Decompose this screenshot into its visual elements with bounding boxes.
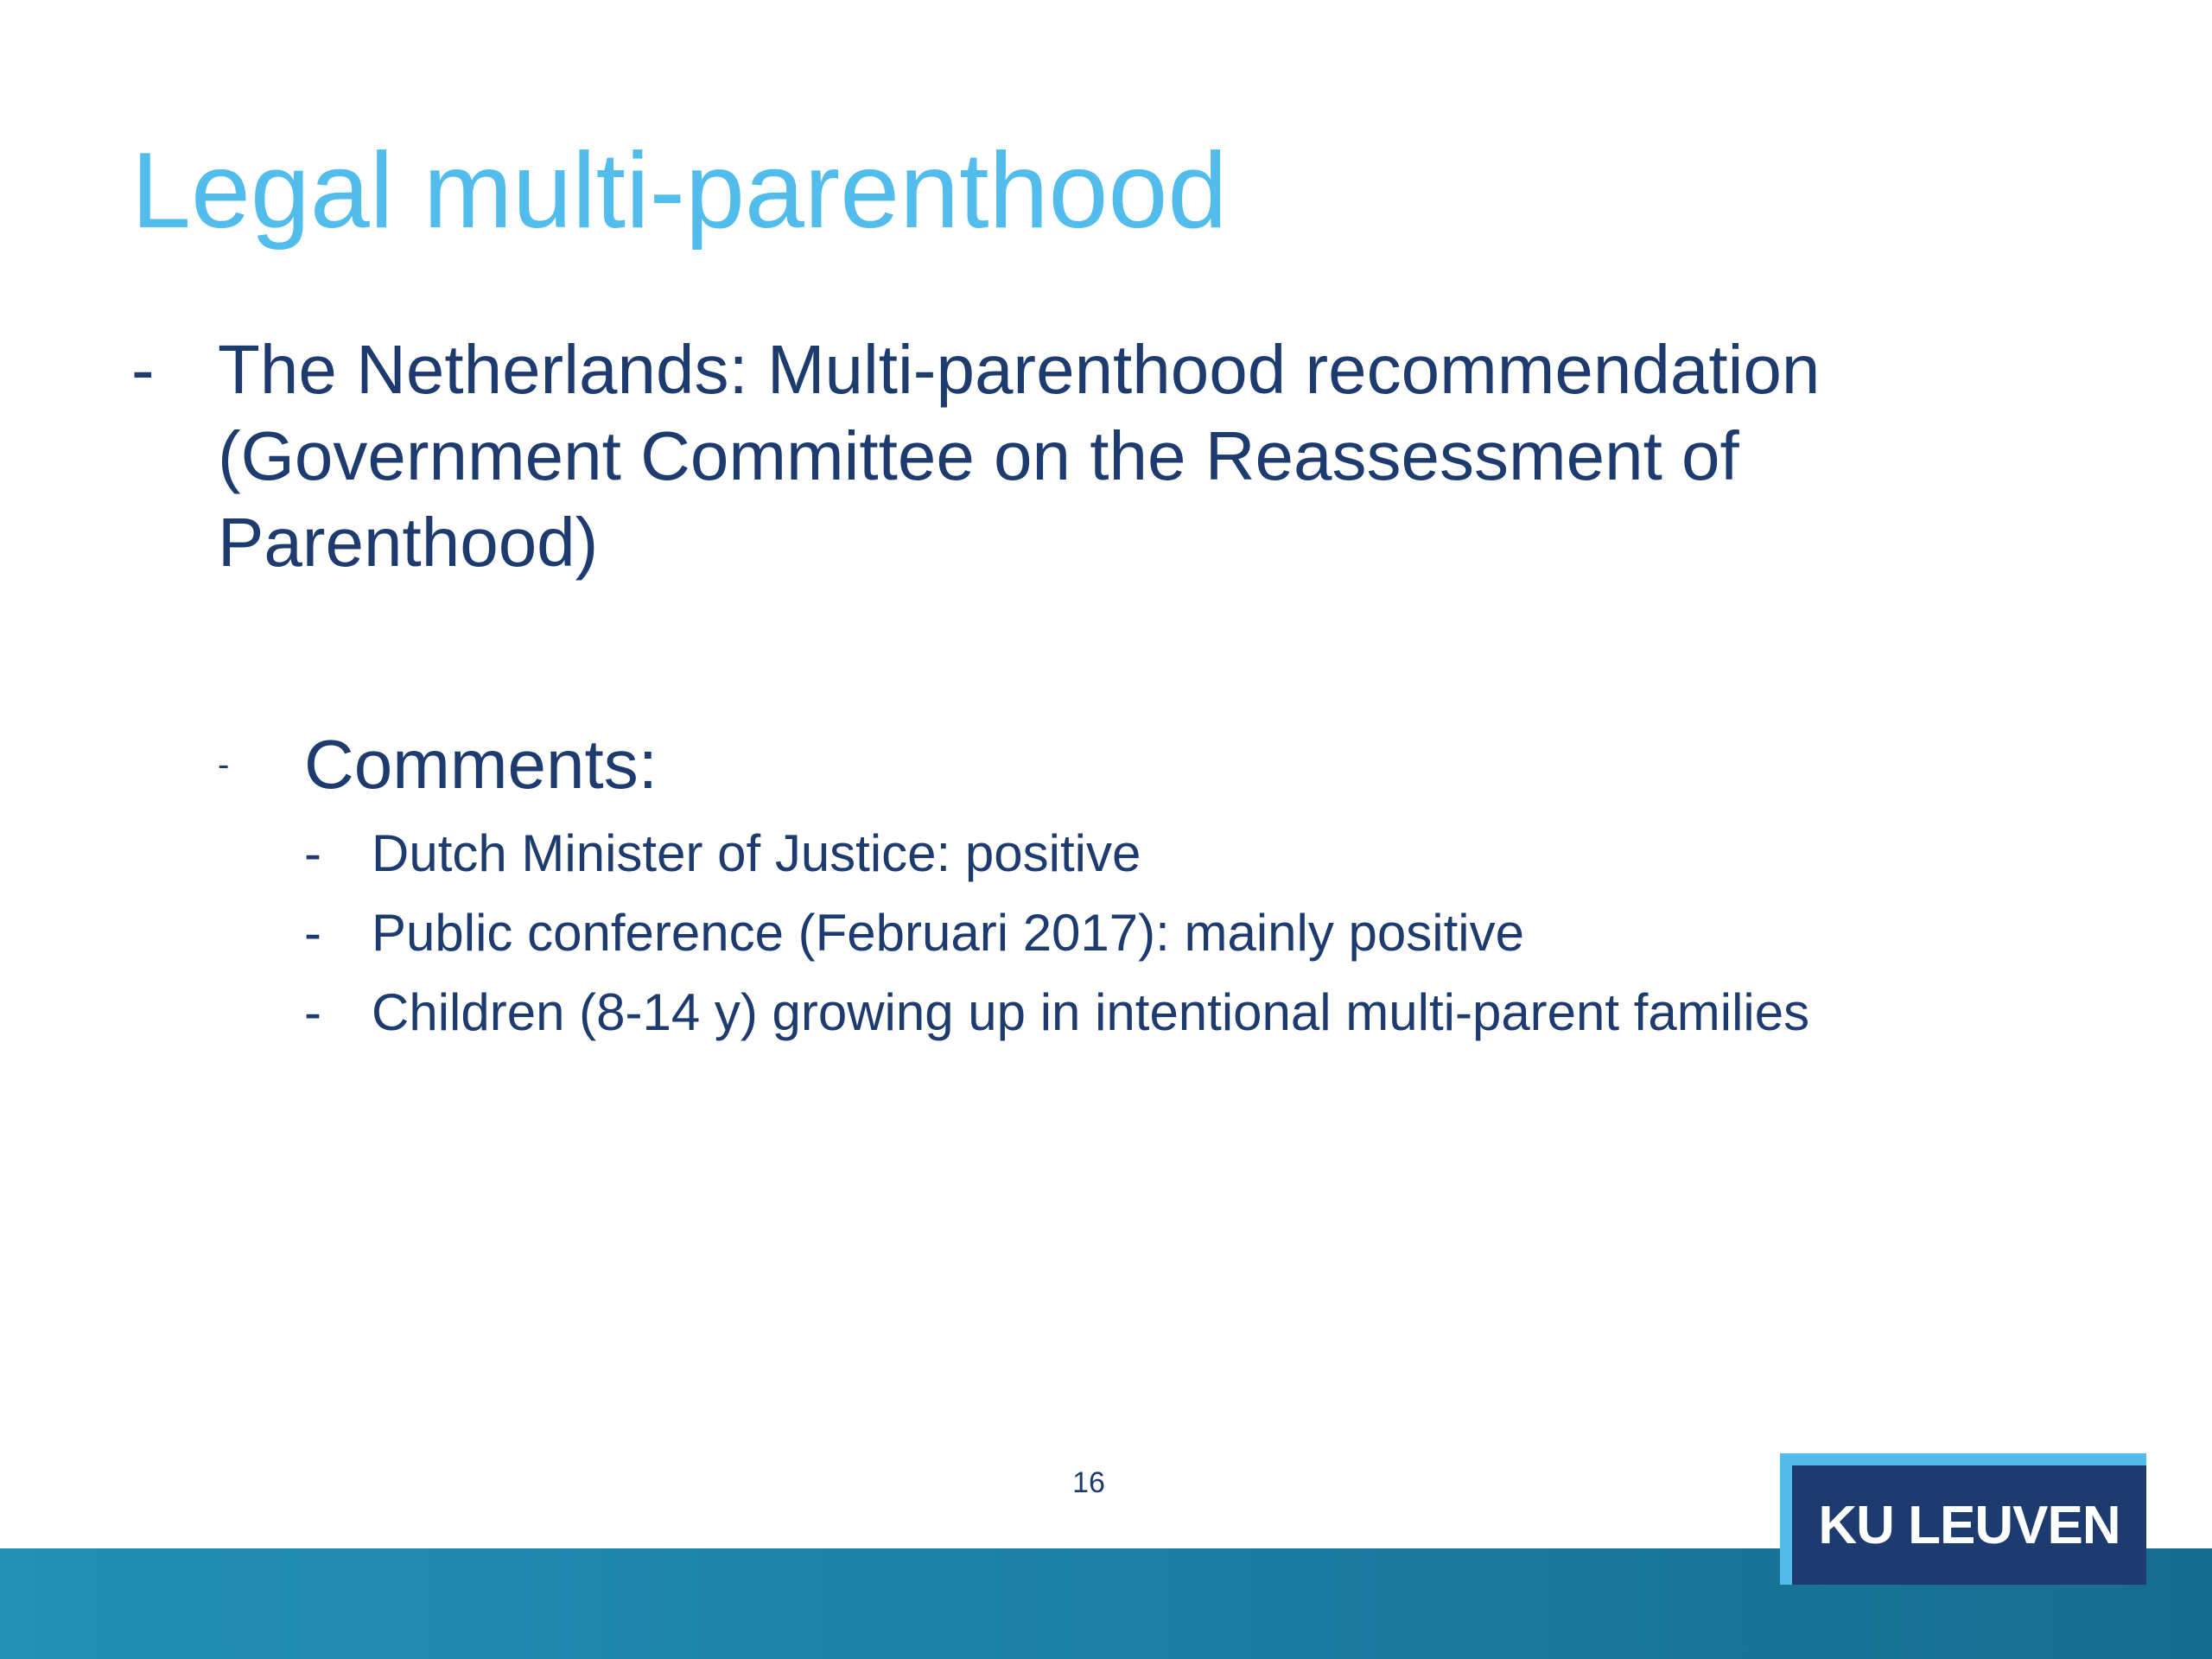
bullet-marker: - xyxy=(131,331,155,408)
logo-text: KU LEUVEN xyxy=(1818,1495,2120,1555)
list-item xyxy=(304,819,1809,899)
bullet-text: Comments: xyxy=(304,726,658,803)
list-item xyxy=(304,978,1809,1058)
list-item-text: Dutch Minister of Justice: positive xyxy=(372,824,1141,882)
comments-list xyxy=(304,819,1809,1058)
bullet-marker: - xyxy=(218,746,230,784)
bullet-level2 xyxy=(218,721,658,808)
list-item-text: Public conference (Februari 2017): mainly positive xyxy=(372,904,1524,962)
logo-panel xyxy=(1792,1465,2146,1585)
page-number: 16 xyxy=(1072,1466,1105,1499)
list-item-text: Children (8-14 y) growing up in intentional multi-parent families xyxy=(372,983,1810,1041)
bullet-level1 xyxy=(131,327,2032,586)
bullet-marker: - xyxy=(304,983,321,1041)
ku-leuven-logo xyxy=(1780,1453,2146,1585)
bullet-text: The Netherlands: Multi-parenthood recommendation (Government Committee on the Reassessment of Parenthood) xyxy=(218,331,1821,581)
list-item xyxy=(304,899,1809,978)
slide-title: Legal multi-parenthood xyxy=(131,131,1228,251)
bullet-marker: - xyxy=(304,904,321,962)
bullet-marker: - xyxy=(304,824,321,882)
